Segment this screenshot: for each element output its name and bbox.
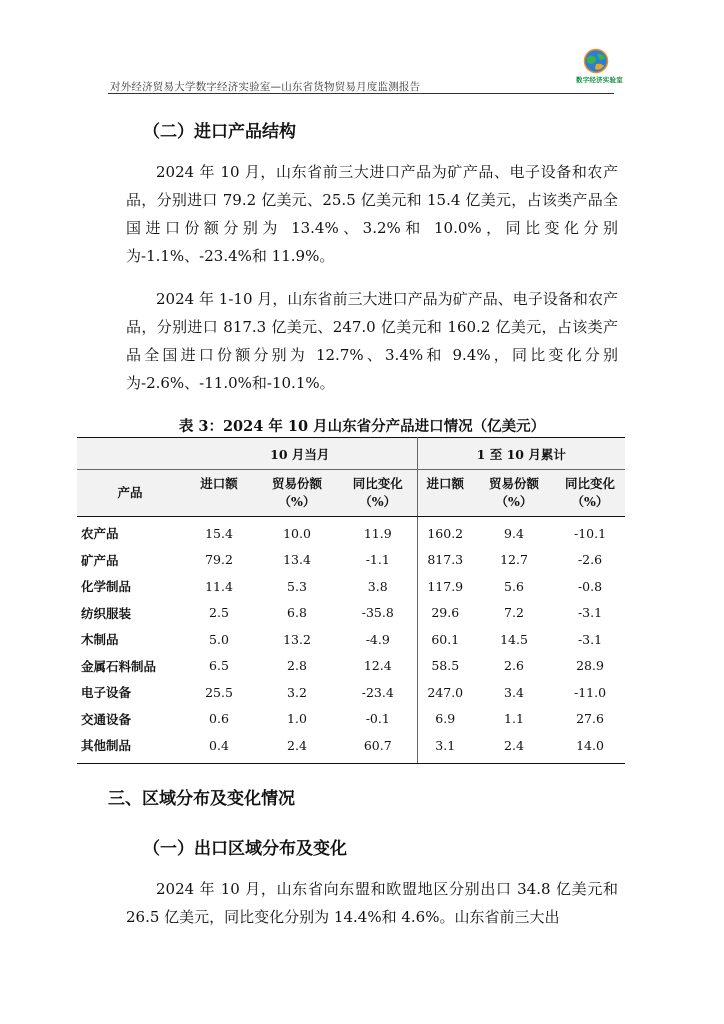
cell-m-import: 25.5 [205,684,233,700]
table-row [77,600,625,627]
cell-c-share: 14.5 [500,631,528,647]
cell-c-yoy: -11.0 [573,684,607,700]
col-header-share [255,470,339,517]
cell-c-share: 3.4 [504,684,524,700]
col-header-cum-import [417,470,473,517]
cell-m-import: 79.2 [205,552,233,568]
table-body [77,517,625,764]
table-group-month: 10 月当月 [183,438,417,470]
cell-m-import: 2.5 [209,605,229,621]
col-header-share-unit: （%） [278,494,316,509]
cell-m-yoy: -0.1 [365,711,390,727]
logo-text: 数字经济实验室 [576,76,623,84]
table-row [77,679,625,706]
table-row [77,653,625,680]
cell-c-share: 1.1 [504,711,524,727]
cell-name: 金属石料制品 [81,658,157,674]
cell-m-share: 6.8 [287,605,307,621]
cell-name: 化学制品 [81,579,132,595]
cell-m-yoy: 11.9 [363,525,392,541]
table-column-header-row [77,470,625,517]
cell-m-yoy: 3.8 [367,578,388,594]
col-header-import [183,470,255,517]
col-header-import-label: 进口额 [200,476,238,491]
cell-c-yoy: 27.6 [576,711,604,727]
cell-c-yoy: 28.9 [576,658,604,674]
header-divider [108,93,614,94]
table-row [77,547,625,574]
col-header-share-label: 贸易份额 [271,476,322,491]
table-row [77,517,625,547]
cell-c-import: 3.1 [417,732,473,763]
cell-c-yoy: 14.0 [555,732,625,763]
cell-m-yoy: 12.4 [363,658,392,674]
cell-c-import: 29.6 [417,600,473,627]
cell-c-yoy: -3.1 [577,605,603,621]
cell-c-share: 9.4 [504,525,524,541]
cell-c-yoy: -2.6 [577,552,603,568]
cell-c-import: 58.5 [417,653,473,680]
cell-m-share: 10.0 [283,525,311,541]
col-header-product: 产品 [77,470,183,517]
cell-c-import: 117.9 [417,573,473,600]
cell-c-share: 5.6 [504,578,524,594]
globe-logo-icon [581,48,611,74]
cell-m-yoy: -35.8 [361,605,394,621]
lab-logo [576,48,623,84]
table-row [77,626,625,653]
cell-c-yoy: -0.8 [577,578,603,594]
cell-m-share: 3.2 [287,684,307,700]
cell-name: 农产品 [81,526,119,542]
cell-m-import: 0.6 [209,711,229,727]
cell-m-share: 13.4 [283,552,311,568]
cell-name: 电子设备 [81,685,132,701]
cell-c-import: 817.3 [417,547,473,574]
cell-m-share: 2.8 [287,658,307,674]
paragraph-export-regions: 2024 年 10 月，山东省向东盟和欧盟地区分别出口 34.8 亿美元和 26.5 亿美元，同比变化分别为 14.4%和 4.6%。山东省前三大出 [126,880,618,926]
col-header-cum-yoy [555,470,625,517]
cell-m-yoy: -1.1 [365,552,390,568]
paragraph-jan-oct: 2024 年 1-10 月，山东省前三大进口产品为矿产品、电子设备和农产品，分别进口 817.3 亿美元、247.0 亿美元和 160.2 亿美元，占该类产品全国进口份额分别为 12.7%、3.4%和 9.4%，同比变化分别为-2.6%、-11.0%和-10.1%。 [126,290,618,392]
table-row [77,706,625,733]
col-header-cum-yoy-unit: （%） [571,494,609,509]
col-header-cum-share-unit: （%） [495,494,533,509]
cell-m-import: 11.4 [205,578,233,594]
col-header-yoy-label: 同比变化 [352,476,403,491]
cell-c-share: 2.4 [473,732,555,763]
cell-c-share: 12.7 [500,552,528,568]
section-heading-regional: 三、区域分布及变化情况 [108,789,295,809]
header-title: 对外经济贸易大学数字经济实验室—山东省货物贸易月度监测报告 [110,81,421,93]
cell-m-share: 1.0 [287,711,307,727]
section-heading-import-structure: （二）进口产品结构 [143,122,296,142]
cell-m-yoy: -23.4 [361,684,394,700]
col-header-yoy [339,470,417,517]
cell-c-share: 2.6 [504,658,524,674]
cell-name: 其他制品 [77,732,183,763]
cell-c-import: 247.0 [417,679,473,706]
table-row [77,732,625,763]
cell-m-share: 2.4 [255,732,339,763]
cell-m-import: 15.4 [205,525,233,541]
cell-m-import: 0.4 [183,732,255,763]
table-header-blank [77,438,183,470]
cell-name: 矿产品 [81,552,119,568]
cell-c-yoy: -3.1 [577,631,603,647]
cell-m-share: 5.3 [287,578,307,594]
cell-m-yoy: -4.9 [365,631,390,647]
table-caption: 表 3：2024 年 10 月山东省分产品进口情况（亿美元） [178,418,546,435]
table-group-cumulative: 1 至 10 月累计 [417,438,625,470]
col-header-cum-import-label: 进口额 [426,476,464,491]
col-header-yoy-unit: （%） [359,494,397,509]
table-row [77,573,625,600]
cell-name: 木制品 [81,632,119,648]
col-header-cum-share [473,470,555,517]
cell-m-yoy: 60.7 [339,732,417,763]
cell-m-import: 6.5 [209,658,229,674]
subsection-heading-export-regions: （一）出口区域分布及变化 [143,839,347,859]
cell-name: 纺织服装 [81,605,132,621]
cell-m-share: 13.2 [283,631,311,647]
cell-c-yoy: -10.1 [573,525,607,541]
cell-c-import: 6.9 [417,706,473,733]
cell-name: 交通设备 [81,711,132,727]
table-group-header-row [77,438,625,470]
cell-c-import: 60.1 [417,626,473,653]
cell-c-share: 7.2 [504,605,524,621]
cell-m-import: 5.0 [209,631,229,647]
col-header-cum-yoy-label: 同比变化 [564,476,615,491]
import-table [77,437,625,764]
cell-c-import: 160.2 [417,517,473,547]
paragraph-october: 2024 年 10 月，山东省前三大进口产品为矿产品、电子设备和农产品，分别进口 79.2 亿美元、25.5 亿美元和 15.4 亿美元，占该类产品全国进口份额分别为 13.4%、3.2%和 10.0%，同比变化分别为-1.1%、-23.4%和 11.9%。 [126,163,618,265]
col-header-cum-share-label: 贸易份额 [488,476,539,491]
